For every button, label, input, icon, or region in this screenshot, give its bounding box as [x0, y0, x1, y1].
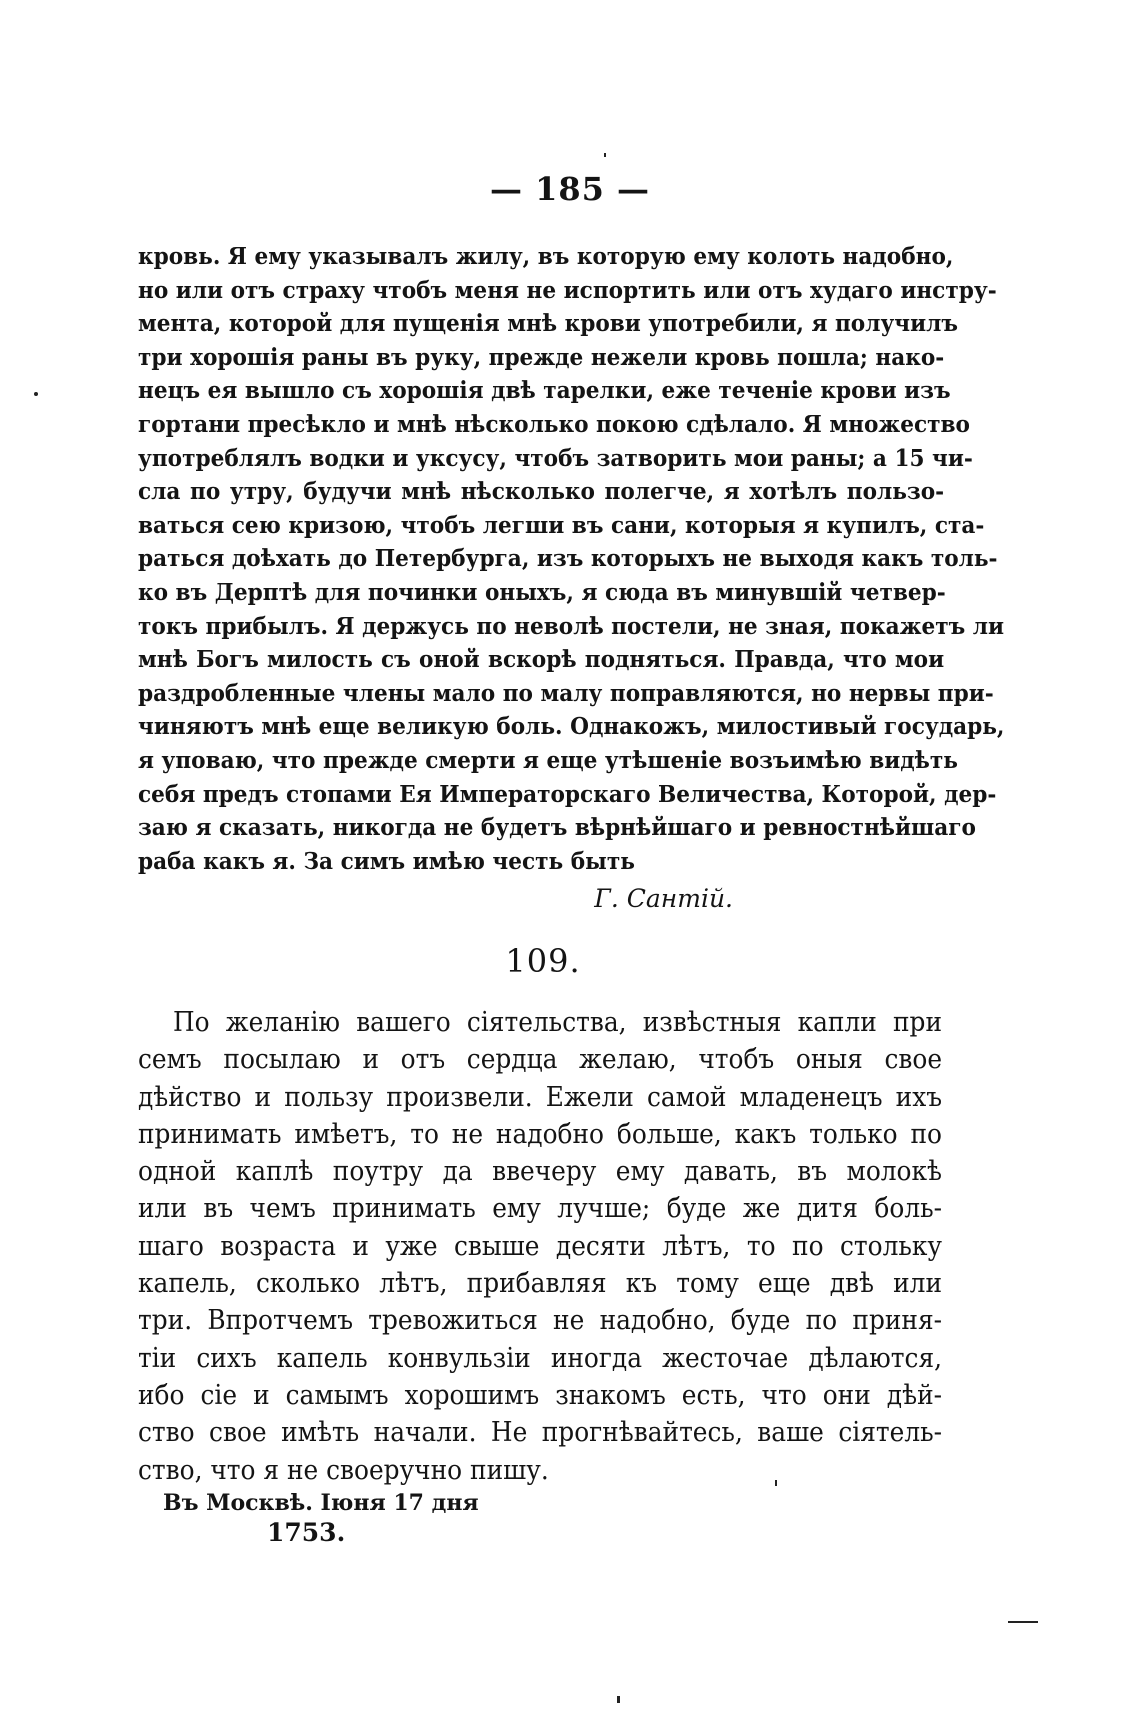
text-line: но или отъ страху чтобъ меня не испортить или отъ худаго инстру-	[138, 276, 997, 304]
text-line: я уповаю, что прежде смерти я еще утѣшеніе возъимѣю видѣть	[138, 746, 958, 774]
scan-speck	[34, 392, 38, 396]
text-line: раться доѣхать до Петербурга, изъ которыхъ не выходя какъ толь-	[138, 545, 998, 573]
page-number: — 185 —	[489, 170, 651, 208]
text-line: три. Впротчемъ тревожиться не надобно, буде по приня-	[138, 1305, 943, 1337]
scan-speck	[775, 1480, 777, 1486]
text-line: раздробленные члены мало по малу поправляются, но нервы при-	[138, 679, 994, 707]
text-line: шаго возраста и уже свыше десяти лѣтъ, то по стольку	[138, 1230, 943, 1262]
scan-speck	[604, 153, 606, 157]
text-line: ко въ Дерптѣ для починки оныхъ, я сюда въ минувшій четвер-	[138, 578, 946, 606]
text-line: раба какъ я. За симъ имѣю честь быть	[138, 847, 635, 875]
text-line: принимать имѣетъ, то не надобно больше, какъ только по	[138, 1118, 943, 1150]
text-line: тіи сихъ капель конвульзіи иногда жесточае дѣлаются,	[138, 1342, 943, 1374]
text-line: себя предъ стопами Ея Императорскаго Величества, Которой, дер-	[138, 780, 997, 808]
letter-1-body	[138, 240, 1005, 878]
letter-year: 1753.	[267, 1518, 346, 1547]
text-line: ибо сіе и самымъ хорошимъ знакомъ есть, что они дѣй-	[138, 1379, 943, 1411]
text-line: или въ чемъ принимать ему лучше; буде же дитя боль-	[138, 1193, 943, 1225]
text-line: семъ посылаю и отъ сердца желаю, чтобъ оныя свое	[138, 1044, 943, 1076]
letter-number: 109.	[505, 942, 581, 980]
scan-speck	[617, 1696, 620, 1703]
text-line: мента, которой для пущенія мнѣ крови употребили, я получилъ	[138, 310, 959, 338]
text-line: кровь. Я ему указывалъ жилу, въ которую ему колоть надобно,	[138, 243, 954, 270]
text-line: чиняютъ мнѣ еще великую боль. Однакожъ, милостивый государь,	[138, 713, 1005, 741]
text-line: токъ прибылъ. Я держусь по неволѣ постели, не зная, покажетъ ли	[138, 612, 1005, 640]
text-line: ваться сею кризою, чтобъ легши въ сани, которыя я купилъ, ста-	[138, 511, 985, 539]
text-line: одной каплѣ поутру да ввечеру ему давать, въ молокѣ	[138, 1156, 943, 1188]
text-line: сла по утру, будучи мнѣ нѣсколько полегче, я хотѣлъ пользо-	[138, 478, 945, 506]
letter-2-body	[138, 1004, 942, 1489]
place-date: Въ Москвѣ. Іюня 17 дня	[163, 1490, 479, 1516]
text-line: ство свое имѣть начали. Не прогнѣвайтесь, ваше сіятель-	[138, 1417, 943, 1449]
scan-dash	[1008, 1621, 1038, 1623]
text-line: заю я сказать, никогда не будетъ вѣрнѣйшаго и ревностнѣйшаго	[138, 814, 976, 842]
text-line: По желанію вашего сіятельства, извѣстныя капли при	[172, 1007, 943, 1038]
text-line: гортани пресѣкло и мнѣ нѣсколько покою сдѣлало. Я множество	[138, 410, 970, 438]
text-line: употреблялъ водки и уксусу, чтобъ затворить мои раны; а 15 чи-	[138, 444, 973, 472]
text-line: мнѣ Богъ милость съ оной вскорѣ подняться. Правда, что мои	[138, 646, 945, 674]
text-line: ство, что я не своеручно пишу.	[138, 1454, 549, 1486]
text-line: нецъ ея вышло съ хорошія двѣ тарелки, еже теченіе крови изъ	[138, 377, 951, 405]
text-line: капель, сколько лѣтъ, прибавляя къ тому еще двѣ или	[138, 1268, 943, 1300]
text-line: три хорошія раны въ руку, прежде нежели кровь пошла; нако-	[138, 343, 945, 371]
letter-1-signature: Г. Сантій.	[594, 884, 733, 913]
text-line: дѣйство и пользу произвели. Ежели самой младенецъ ихъ	[138, 1081, 943, 1113]
